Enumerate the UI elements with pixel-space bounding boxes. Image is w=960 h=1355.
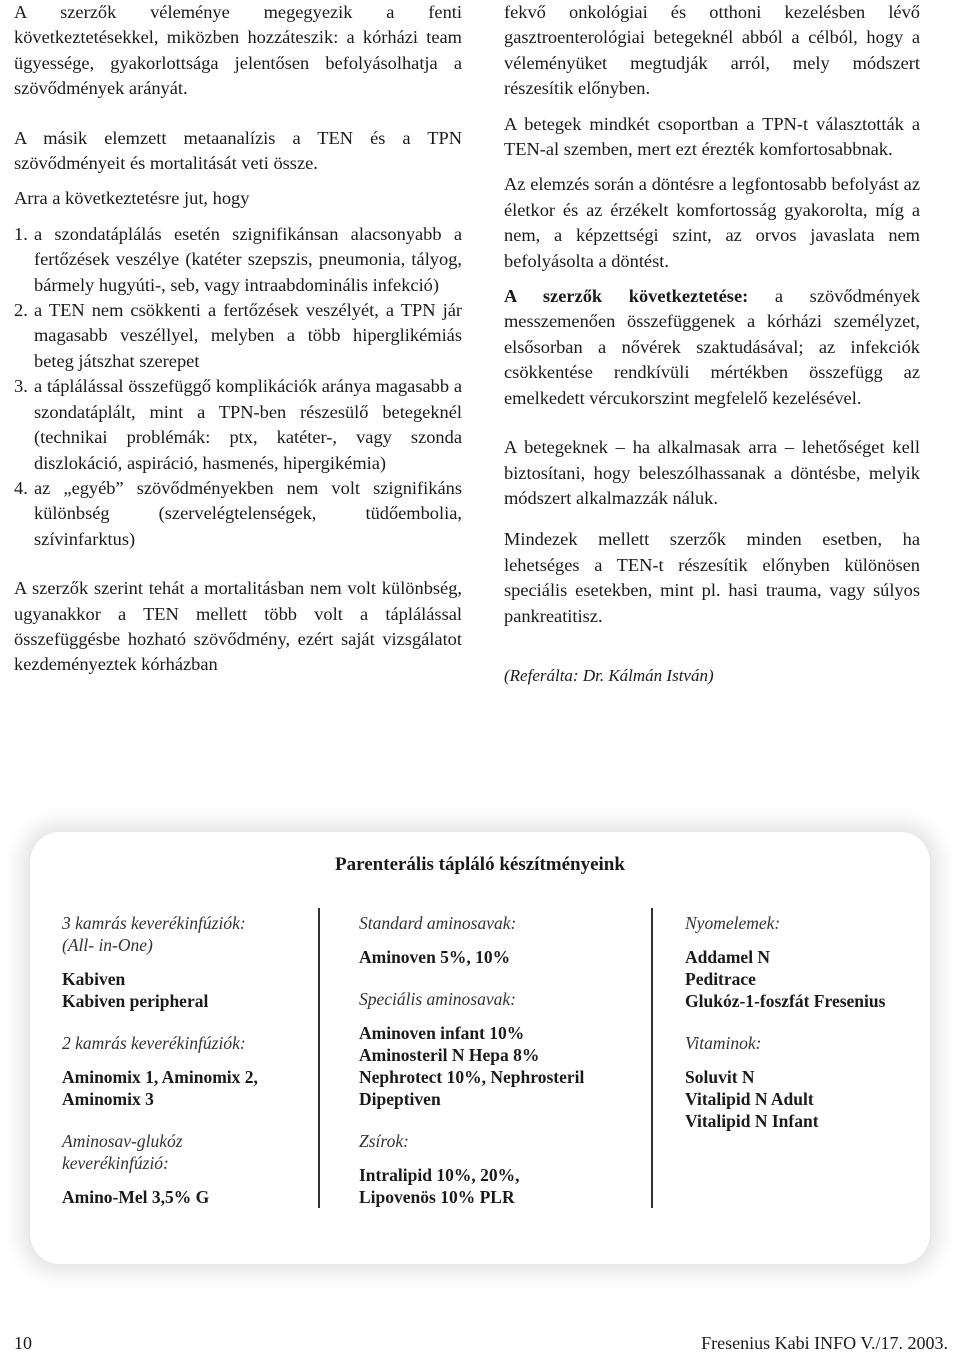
products-box — [30, 832, 930, 1264]
category-label: keverékinfúzió: — [62, 1153, 169, 1173]
paragraph: fekvő onkológiai és otthoni kezelésben lévő gasztroenterológiai betegeknél abból a célból, hogy a véleményüket megtudják arról, mely módszert részesítik előnyben. — [504, 2, 920, 99]
paragraph: Az elemzés során a döntésre a legfontosabb befolyást az életkor és az érzékelt komfortosság gyakorolta, míg a nem, a képzettségi szint, az orvos javaslata nem befolyásolta a döntést. — [504, 174, 920, 271]
product-name: Vitalipid N Adult — [685, 1089, 814, 1109]
conclusion-label: A szerzők következtetése: — [504, 286, 749, 307]
paragraph: Arra a következtetésre jut, hogy — [14, 188, 250, 209]
product-name: Amino-Mel 3,5% G — [62, 1187, 210, 1207]
product-name: Peditrace — [685, 969, 756, 989]
page-number: 10 — [14, 1333, 32, 1353]
list-item — [14, 298, 462, 374]
paragraph: A betegek mindkét csoportban a TPN-t választották a TEN-al szemben, mert ezt érezték komfortosabbnak. — [504, 113, 920, 160]
product-name: Addamel N — [685, 947, 771, 967]
product-name: Intralipid 10%, 20%, — [359, 1165, 520, 1185]
category-label: Speciális aminosavak: — [359, 989, 516, 1009]
products-column-3 — [685, 912, 925, 1132]
paragraph: A szerzők véleménye megegyezik a fenti következtetésekkel, miközben hozzáteszik: a kórházi team ügyessége, gyakorlottsága jelentősen befolyásolhatja a szövődmények arányát. — [14, 2, 462, 99]
product-name: Aminoven infant 10% — [359, 1023, 525, 1043]
conclusion-text: a szövődmények messzemenően összefüggenek a kórházi személyzet, elsősorban a nővérek szaktudásával; az infekciók csökkentése rendkívüli mértékben összefügg az emelkedett vércukorszint megfelelő kezelésével. — [504, 286, 920, 408]
box-title: Parenterális tápláló készítményeink — [335, 854, 625, 875]
product-name: Aminomix 1, Aminomix 2, — [62, 1067, 258, 1087]
category-label: 2 kamrás keverékinfúziók: — [62, 1033, 246, 1053]
product-name: Aminomix 3 — [62, 1089, 154, 1109]
list-item — [14, 222, 462, 298]
products-column-2 — [359, 912, 629, 1208]
list-item — [14, 476, 462, 552]
category-label: Aminosav-glukóz — [62, 1131, 183, 1151]
list-text: az „egyéb” szövődményekben nem volt szignifikáns különbség (szervelégtelenségek, tüdőembolia, szívinfarktus) — [34, 477, 462, 549]
product-name: Dipeptiven — [359, 1089, 441, 1109]
column-divider — [318, 908, 320, 1208]
column-divider — [651, 908, 653, 1208]
publication-info: Fresenius Kabi INFO V./17. 2003. — [701, 1333, 948, 1353]
products-column-1 — [62, 912, 312, 1208]
product-name: Glukóz-1-foszfát Fresenius — [685, 991, 886, 1011]
product-name: Vitalipid N Infant — [685, 1111, 819, 1131]
list-item — [14, 374, 462, 476]
list-text: a TEN nem csökkenti a fertőzések veszélyét, a TPN jár magasabb veszéllyel, melyben a több hiperglikémiás beteg játszhat szerepet — [34, 300, 462, 371]
category-label: 3 kamrás keverékinfúziók: — [62, 913, 246, 933]
numbered-list — [14, 222, 462, 552]
product-name: Kabiven — [62, 969, 126, 989]
product-name: Lipovenös 10% PLR — [359, 1187, 515, 1207]
right-column — [504, 0, 920, 688]
category-label: Nyomelemek: — [685, 913, 781, 933]
list-number: 2. — [14, 300, 28, 321]
category-label: Standard aminosavak: — [359, 913, 517, 933]
list-number: 3. — [14, 376, 28, 397]
category-label: Zsírok: — [359, 1131, 409, 1151]
paragraph: A másik elemzett metaanalízis a TEN és a TPN szövődményeit és mortalitását veti össze. — [14, 127, 462, 174]
conclusion-paragraph — [504, 284, 920, 411]
product-name: Nephrotect 10%, Nephrosteril — [359, 1067, 585, 1087]
product-name: Aminosteril N Hepa 8% — [359, 1045, 540, 1065]
product-name: Soluvit N — [685, 1067, 755, 1087]
left-column — [14, 0, 462, 678]
list-text: a táplálással összefüggő komplikációk aránya magasabb a szondatáplált, mint a TPN-ben részesülő betegeknél (technikai problémák: ptx, katéter-, vagy szonda diszlokáció, aspiráció, hasmenés, hipergikémia) — [34, 376, 462, 473]
list-number: 1. — [14, 223, 28, 244]
paragraph: A betegeknek – ha alkalmasak arra – lehetőséget kell biztosítani, hogy beleszólhassanak a döntésbe, melyik módszert alkalmazzák náluk. — [504, 437, 920, 508]
paragraph: Mindezek mellett szerzők minden esetben, ha lehetséges a TEN-t részesítik előnyben különösen speciális esetekben, mint pl. hasi trauma, vagy súlyos pankreatitisz. — [504, 529, 920, 626]
product-name: Kabiven peripheral — [62, 991, 209, 1011]
list-text: a szondatáplálás esetén szignifikánsan alacsonyabb a fertőzések veszélye (katéter szepszis, pneumonia, tályog, bármely hugyúti-, seb, vagy intraabdominális infekció) — [34, 223, 462, 295]
paragraph: A szerzők szerint tehát a mortalitásban nem volt különbség, ugyanakkor a TEN mellett több volt a táplálással összefüggésbe hozható szövődmény, ezért saját vizsgálatot kezdeményeztek kórházban — [14, 578, 462, 675]
signature: (Referálta: Dr. Kálmán István) — [504, 665, 714, 685]
list-number: 4. — [14, 477, 28, 498]
category-label: Vitaminok: — [685, 1033, 762, 1053]
category-label: (All- in-One) — [62, 935, 153, 955]
product-name: Aminoven 5%, 10% — [359, 947, 511, 967]
